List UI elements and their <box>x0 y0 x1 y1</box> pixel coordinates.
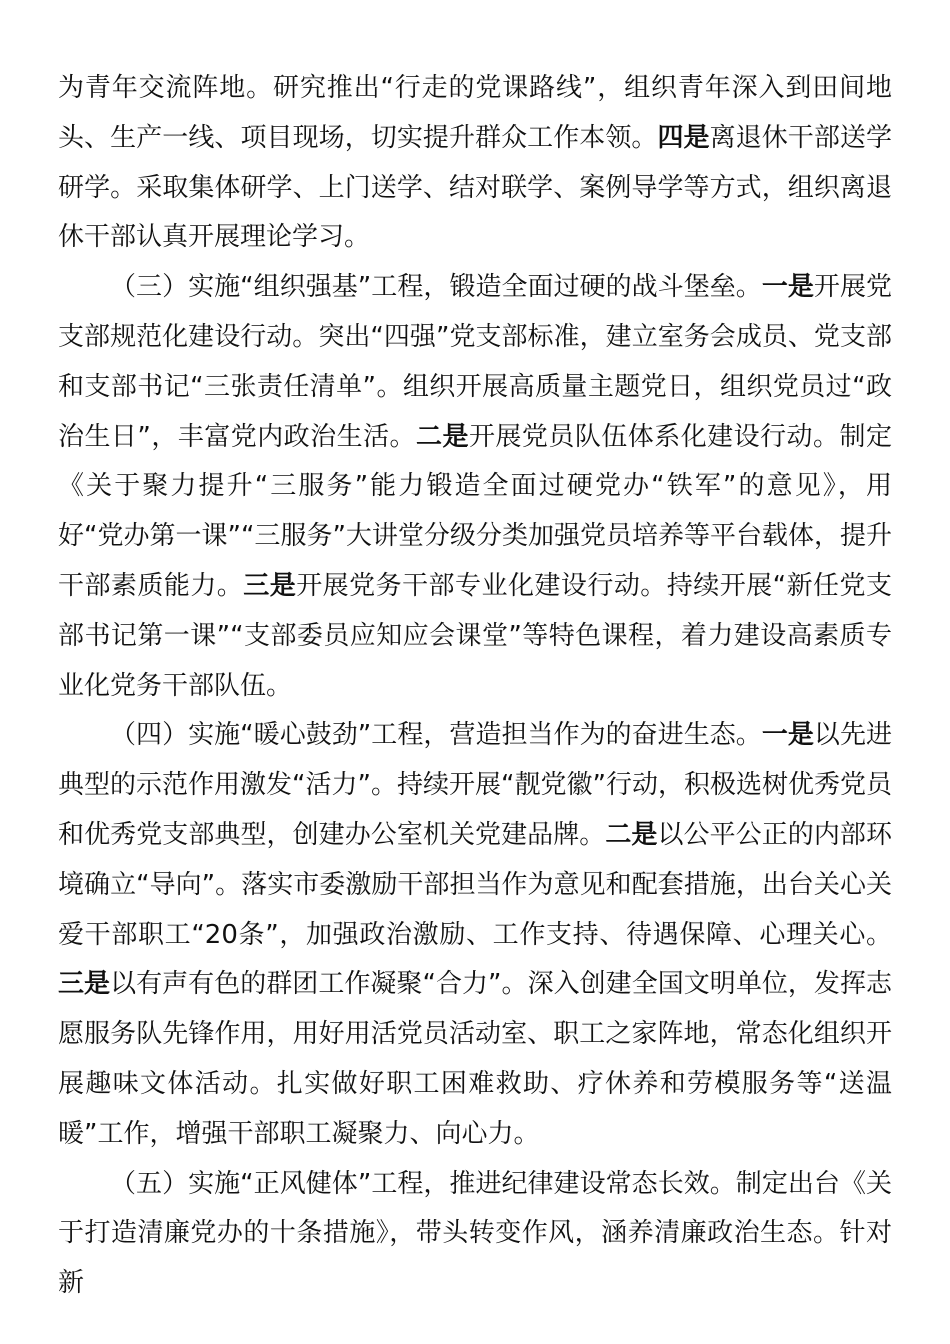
section-4-heading: （四）实施“暖心鼓劲”工程，营造担当作为的奋进生态。 <box>110 720 762 751</box>
section-3-marker-2: 二是 <box>416 421 469 452</box>
section-3-text-2: 开展党员队伍体系化建设行动。制定《关于聚力提升“三服务”能力锻造全面过硬党办“铁军”的意见》，用好“党办第一课”“三服务”大讲堂分级分类加强党员培养等平台载体，提升干部素质能力。 <box>58 421 892 601</box>
paragraph-1-marker-4: 四是 <box>657 122 710 153</box>
section-4-text-1: 以先进典型的示范作用激发“活力”。持续开展“靓党徽”行动，积极选树优秀党员和优秀党支部典型，创建办公室机关党建品牌。 <box>58 720 892 850</box>
paragraph-1 <box>58 64 892 263</box>
section-4-marker-1: 一是 <box>761 720 814 751</box>
section-3-text-1: 开展党支部规范化建设行动。突出“四强”党支部标准，建立室务会成员、党支部和支部书记“三张责任清单”。组织开展高质量主题党日，组织党员过“政治生日”，丰富党内政治生活。 <box>58 272 892 452</box>
paragraph-3-section-4 <box>58 711 892 1159</box>
section-4-text-3: 以有声有色的群团工作凝聚“合力”。深入创建全国文明单位，发挥志愿服务队先锋作用，用好用活党员活动室、职工之家阵地，常态化组织开展趣味文体活动。扎实做好职工困难救助、疗休养和劳模服务等“送温暖”工作，增强干部职工凝聚力、向心力。 <box>58 969 892 1149</box>
section-3-marker-3: 三是 <box>243 570 297 601</box>
section-3-heading: （三）实施“组织强基”工程，锻造全面过硬的战斗堡垒。 <box>110 272 762 303</box>
paragraph-1-text-1: 为青年交流阵地。研究推出“行走的党课路线”，组织青年深入到田间地头、生产一线、项目现场，切实提升群众工作本领。 <box>58 73 892 153</box>
document-page <box>58 64 892 1309</box>
section-4-text-2: 以公平公正的内部环境确立“导向”。落实市委激励干部担当作为意见和配套措施，出台关心关爱干部职工“20条”，加强政治激励、工作支持、待遇保障、心理关心。 <box>58 819 892 950</box>
paragraph-4-section-5 <box>58 1160 892 1309</box>
section-5-text: （五）实施“正风健体”工程，推进纪律建设常态长效。制定出台《关于打造清廉党办的十条措施》，带头转变作风，涵养清廉政治生态。针对新 <box>58 1168 892 1299</box>
section-4-marker-2: 二是 <box>605 819 658 850</box>
section-3-marker-1: 一是 <box>761 272 814 303</box>
section-4-marker-3: 三是 <box>58 969 111 1000</box>
section-3-text-3: 开展党务干部专业化建设行动。持续开展“新任党支部书记第一课”“支部委员应知应会课堂”等特色课程，着力建设高素质专业化党务干部队伍。 <box>58 570 892 701</box>
paragraph-1-text-2: 离退休干部送学研学。采取集体研学、上门送学、结对联学、案例导学等方式，组织离退休干部认真开展理论学习。 <box>58 122 892 253</box>
paragraph-2-section-3 <box>58 263 892 711</box>
